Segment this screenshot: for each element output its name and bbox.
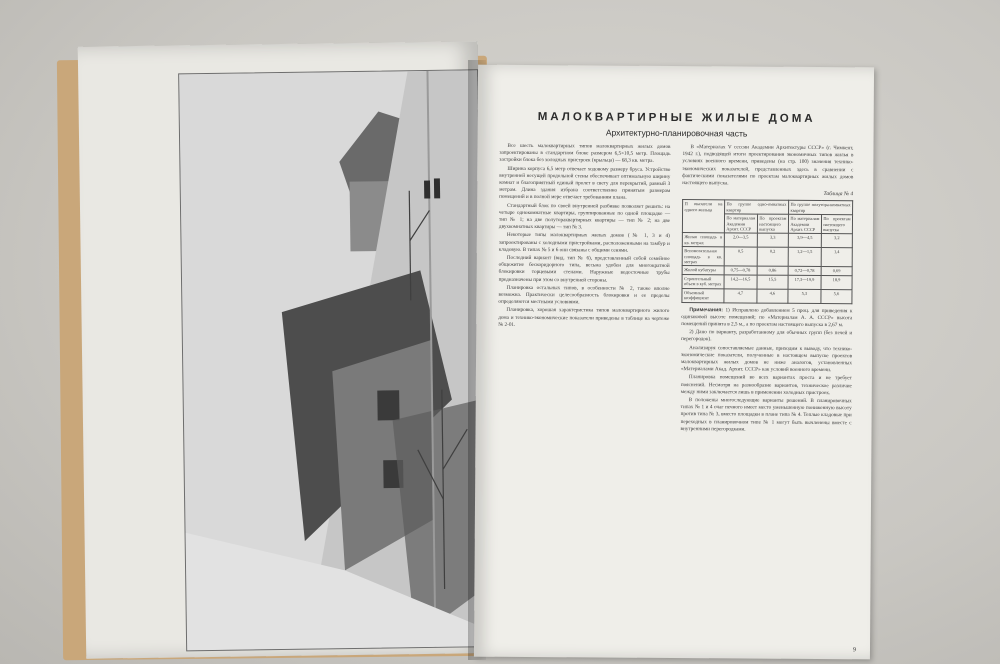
paragraph: Некоторые типы малоквартирных жилых домов (№ 1, 3 и 4) запроектированы с холодными пристройками, расположенными на тамбур и кладовую. В типах № 5 и 6 они связаны с общими сенями.	[498, 232, 670, 254]
table-cell: 14,2—16,5	[724, 275, 757, 289]
table-row	[682, 274, 852, 289]
notes-block	[681, 307, 852, 330]
table-cell: 0,2	[757, 247, 788, 266]
table-row-label: Вспомогательная площадь в кв. метрах	[682, 247, 724, 267]
left-page	[78, 41, 487, 659]
paragraph: В «Материалах V сессии Академии Архитектуры СССР» (г. Чимкент, 1942 г.), подводящей итоги проектирования экономичных типов жилья в условиях военного времени, приведены (на стр. 100) значения технико-экономических показателей, представленных здесь в сравнении с фактическими показателями по проектам малоквартирных жилых домов настоящего выпуска.	[682, 144, 854, 187]
table-subheader: По проектам настоящего выпуска	[821, 215, 852, 234]
table-cell: 18,9	[821, 275, 852, 289]
table-cell: 1,2—1,5	[788, 248, 821, 267]
indicators-table	[681, 199, 853, 303]
article-title: МАЛОКВАРТИРНЫЕ ЖИЛЫЕ ДОМА	[537, 111, 816, 125]
note-text: 1) Исправлено добавлением 5 проц. для приведения к одинаковой высоте помещений; по «Материалам А. А. СССР» высота помещений принята в 2,5 м., а по проектам настоящего выпуска в 2,67 м.	[681, 306, 853, 329]
table-cell: 3,9—4,5	[788, 234, 821, 248]
left-text-column	[498, 143, 671, 434]
paragraph: Все шесть малоквартирных типов малоквартирных жилых домов запроектированы в стандартном блоке размером 6,5×10,5 метр. Площадь застройки блока без холодных пристроек (крыльца) — 68,3 кв. метра.	[499, 142, 671, 165]
table-subheader: По проектам настоящего выпуска	[757, 214, 788, 233]
paragraph: В положены многоследующие варианты решений. В планировочных типах № 1 и 4 очаг печного имеет место уменьшенную пониженную высоту против типа № 3, вместо площадки в плане типа № 4. Теплые кладовые при переходных в планировочном типе № 1 могут быть вычленены вместе с внутренними перегородками.	[680, 397, 852, 433]
table-cell: 0,5	[724, 247, 757, 266]
table-row	[682, 288, 852, 303]
house-photo	[178, 69, 486, 651]
table-header-indicator: П оказатели на одного жильца	[682, 200, 724, 233]
table-body	[682, 233, 852, 303]
table-cell: 3,2	[821, 234, 852, 248]
right-text-column	[680, 144, 853, 435]
table-row-label: Строительный объем в куб. метрах	[682, 274, 724, 288]
table-title: Таблица № 4	[823, 191, 854, 198]
paragraph: Планировка остальных типов, в особенности № 2, также вполне возможна. Практически целесообразность блокировки и ее пределы определяются местными условиями.	[498, 284, 670, 306]
table-subheader: По материалам Академии Архит. СССР	[788, 215, 821, 234]
table-row-label: Жилой кубатуры	[682, 266, 724, 275]
paragraph: Анализируя сопоставляемые данные, приходим к выводу, что технико-экономические показатели, полученные в настоящем выпуске проектов малоквартирных жилых домов не ниже аналогов, установленных «Материалами Акад. Архит. СССР» как условий военного времени.	[680, 344, 853, 374]
paragraph: Ширина корпуса 6,5 метр отвечает ходовому размеру бруса. Устройство внутренней несущей продольной стены обеспечивает оптимальную ширину комнат и благоприятный единый пролет в свету для перекрытий, равный 3 метрам. Длина здания избрана соответственно принятым размерам помещений и в полной мере отвечает требованиям плана.	[499, 165, 671, 202]
table-row	[682, 233, 852, 248]
table-header-row	[683, 200, 853, 215]
table-cell: 0,72—0,78	[788, 267, 821, 276]
table-row	[682, 247, 852, 267]
table-cell: 15,5	[757, 275, 788, 289]
article-subtitle: Архитектурно-планировочная часть	[605, 127, 748, 139]
table-cell: 0,75—0,78	[724, 266, 757, 275]
table-row-label: Жилая площадь в кв. метрах	[682, 233, 724, 247]
text-columns	[498, 143, 854, 435]
table-header-group-a: По группе одно-омнатных квартир	[724, 200, 788, 214]
table-subheader: По материалам Академии Архит. СССР	[724, 214, 757, 233]
table-cell: 3,3	[757, 234, 788, 248]
table-cell: 5,6	[821, 289, 852, 303]
right-page	[474, 65, 874, 660]
paragraph: Планировка, хорошая характеристика типов малоквартирного жилого дома и технико-экономические показатели приведены в таблице на чертеже № 2-01.	[498, 307, 670, 328]
notes-label: Примечания:	[689, 306, 724, 313]
house-photo-icon	[179, 70, 485, 650]
table-cell: 4,7	[724, 289, 757, 303]
table-cell: 4,6	[757, 289, 788, 303]
table-cell: 17,3—19,9	[788, 275, 821, 289]
table-header-group-b: По группе полутора-комнатных квартир	[788, 201, 852, 215]
table-cell: 1,4	[821, 248, 852, 267]
paragraph: Последний вариант (вид. тип № 6), представленный собой семейное общежитие бескоридорного типа, весьма удобен для многократной блокировки торцевыми стенами. Наружные водосточные трубы предназначены при этом со внутренней стороны.	[498, 254, 670, 284]
table-cell: 0,69	[821, 267, 852, 276]
table-cell: 2,0—3,5	[724, 233, 757, 247]
note-text: 2) Дано по варианту, разработанному для обычных групп (без печей и перегородок).	[681, 329, 853, 343]
page-number: 9	[852, 647, 857, 654]
paragraph: Стандартный блок по своей внутренней разбивке позволяет решить: на четыре однокомнатные квартиры, группированные по одной площадке — тип № 1; на две полутораквартирных квартиры — тип № 2; на две двухкомнатных квартиры — тип № 3.	[498, 202, 671, 231]
paragraph: Планировка помещений во всех вариантах проста и не требует пояснений. Несмотря на разнообразие вариантов, техническое различие между ними заключается лишь в применении холодных пристроек.	[680, 374, 852, 396]
table-cell: 5,3	[788, 289, 821, 303]
table-row-label: Объемный коэффициент	[682, 288, 724, 302]
table-cell: 0,86	[757, 267, 788, 276]
